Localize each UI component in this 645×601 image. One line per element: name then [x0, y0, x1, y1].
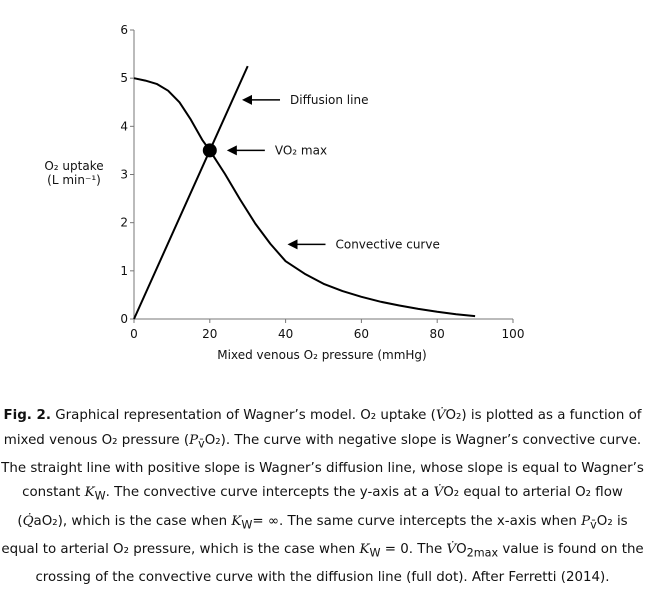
- y-tick-label-1: 1: [120, 263, 128, 278]
- figure-label: Fig. 2.: [3, 408, 51, 423]
- caption-text: Graphical representation of Wagner’s model. O₂ uptake (V̇O₂) is plotted as a function of mixed venous O₂ pressure $(P_{v̄}O_2)$. The curve with negative slope is Wagner’s convective curve. The straight line with positive slope is Wagner’s diffusion line, whose slope is equal to Wagner’s constant $K_W$. The convective curve intercepts the y-axis at a V̇O₂ equal to arterial O₂ flow (Q̇aO₂), which is the case when $K_W=$ ∞. The same curve intercepts the x-axis when $P_{v̄}O_2$ is equal to arterial O₂ pressure, which is the case when $K_W = 0$. The $V̇O_{2max}$ value is found on the crossing of the convective curve with the diffusion line (full dot). After Ferretti (2014).: [1, 408, 644, 586]
- annotation-label-1: VO₂ max: [274, 143, 328, 158]
- vo2-max-point: [203, 143, 217, 157]
- x-tick-label-0: 0: [130, 327, 138, 341]
- annotation-arrowhead-2: [287, 239, 297, 249]
- y-tick-label-4: 4: [120, 119, 128, 134]
- y-axis-label-line1: O₂ uptake: [44, 159, 104, 173]
- y-tick-label-3: 3: [120, 167, 128, 182]
- y-axis-label-line2: (L min⁻¹): [47, 173, 101, 187]
- series-convective-curve: [134, 78, 475, 316]
- y-tick-label-5: 5: [120, 71, 128, 86]
- annotation-label-2: Convective curve: [335, 237, 440, 252]
- annotation-arrowhead-1: [227, 145, 237, 155]
- figure-caption: [0, 404, 645, 591]
- x-tick-label-40: 40: [277, 327, 294, 341]
- x-tick-label-20: 20: [202, 327, 218, 341]
- axes: [120, 23, 524, 341]
- y-tick-label-0: 0: [120, 312, 128, 326]
- x-tick-label-100: 100: [501, 327, 525, 341]
- x-tick-label-60: 60: [353, 327, 370, 341]
- y-tick-label-6: 6: [120, 23, 128, 37]
- x-axis-label: Mixed venous O₂ pressure (mmHg): [217, 348, 427, 362]
- y-tick-label-2: 2: [120, 215, 128, 230]
- annotation-arrowhead-0: [242, 95, 252, 105]
- x-tick-label-80: 80: [429, 327, 445, 341]
- annotation-label-0: Diffusion line: [290, 92, 369, 107]
- series-diffusion-line: [134, 66, 248, 319]
